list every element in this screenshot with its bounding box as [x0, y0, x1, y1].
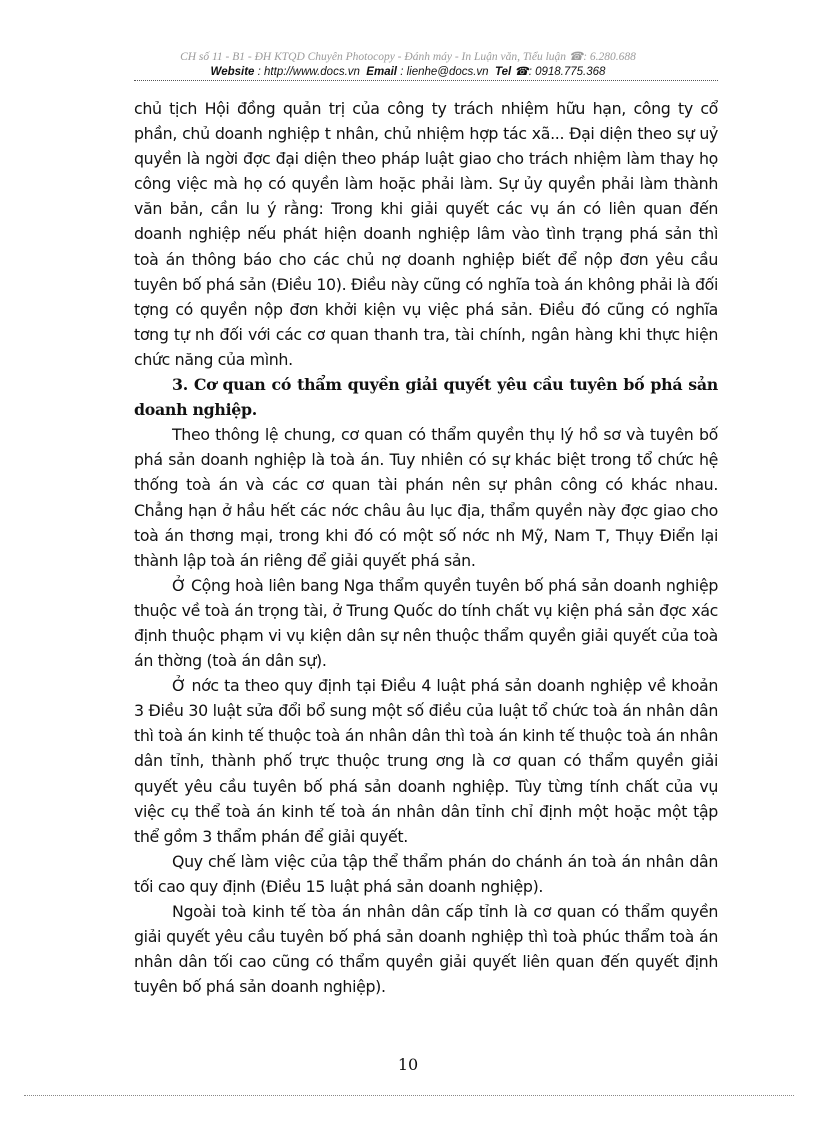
tel-value: ☎: 0918.775.368 [514, 66, 606, 78]
email-label: Email [366, 66, 397, 78]
section-heading: 3. Cơ quan có thẩm quyền giải quyết yêu cầu tuyên bố phá sản doanh nghiệp. [134, 375, 718, 420]
paragraph-4: Ở nớc ta theo quy định tại Điều 4 luật phá sản doanh nghiệp về khoản 3 Điều 30 luật sửa đổi bổ sung một số điều của luật tổ chức toà án nhân dân thì toà án kinh tế thuộc toà án nhân dân thì toà án kinh tế thuộc toà án nhân dân tỉnh, thành phố trực thuộc trung ơng là cơ quan có thẩm quyền giải quyết yêu cầu tuyên bố phá sản doanh nghiệp. Tùy từng tính chất của vụ việc cụ thể toà án kinh tế toà án nhân dân tỉnh chỉ định một hoặc một tập thể gồm 3 thẩm phán để giải quyết. [134, 676, 718, 846]
paragraph-3: Ở Cộng hoà liên bang Nga thẩm quyền tuyên bố phá sản doanh nghiệp thuộc về toà án trọng tài, ở Trung Quốc do tính chất vụ kiện phá sản đợc xác định thuộc phạm vi vụ kiện dân sự nên thuộc thẩm quyền giải quyết của toà án thờng (toà án dân sự). [134, 575, 718, 671]
document-body [134, 96, 718, 999]
header-service-line: CH số 11 - B1 - ĐH KTQD Chuyên Photocopy - Đánh máy - In Luận văn, Tiểu luận ☎: 6.280.688 [180, 51, 636, 63]
website-label: Website [210, 66, 255, 78]
header-contact-line [60, 64, 756, 78]
paragraph-6: Ngoài toà kinh tế tòa án nhân dân cấp tỉnh là cơ quan có thẩm quyền giải quyết yêu cầu tuyên bố phá sản doanh nghiệp thì toà phúc thẩm toà án nhân dân tối cao cũng có thẩm quyền giải quyết liên quan đến quyết định tuyên bố phá sản doanh nghiệp). [134, 902, 718, 997]
website-value: : http://www.docs.vn [257, 66, 360, 78]
paragraph-1: chủ tịch Hội đồng quản trị của công ty trách nhiệm hữu hạn, công ty cổ phần, chủ doanh nghiệp t nhân, chủ nhiệm hợp tác xã... Đại diện theo sự uỷ quyền là ngời đợc đại diện theo pháp luật giao cho trách nhiệm làm thay họ công việc mà họ có quyền làm hoặc phải làm. Sự ủy quyền phải làm thành văn bản, cần lu ý rằng: Trong khi giải quyết các vụ án có liên quan đến doanh nghiệp nếu phát hiện doanh nghiệp lâm vào tình trạng phá sản thì toà án thông báo cho các chủ nợ doanh nghiệp biết để nộp đơn yêu cầu tuyên bố phá sản (Điều 10). Điều này cũng có nghĩa toà án không phải là đối tợng có quyền nộp đơn khởi kiện vụ việc phá sản. Điều đó cũng có nghĩa tơng tự nh đối với các cơ quan thanh tra, tài chính, ngân hàng khi thực hiện chức năng của mình. [134, 99, 718, 369]
paragraph-2: Theo thông lệ chung, cơ quan có thẩm quyền thụ lý hồ sơ và tuyên bố phá sản doanh nghiệp là toà án. Tuy nhiên có sự khác biệt trong tổ chức hệ thống toà án và các cơ quan tài phán nên sự phân công có khác nhau. Chẳng hạn ở hầu hết các nớc châu âu lục địa, thẩm quyền này đợc giao cho toà án thơng mại, trong khi đó có một số nớc nh Mỹ, Nam T, Thụy Điển lại thành lập toà án riêng để giải quyết phá sản. [134, 425, 718, 570]
tel-label: Tel [494, 66, 512, 78]
page-number: 10 [397, 1055, 419, 1074]
paragraph-5: Quy chế làm việc của tập thể thẩm phán do chánh án toà án nhân dân tối cao quy định (Điều 15 luật phá sản doanh nghiệp). [134, 851, 718, 896]
email-value: : lienhe@docs.vn [400, 66, 489, 78]
footer-divider [24, 1095, 794, 1096]
header-divider [134, 80, 718, 81]
